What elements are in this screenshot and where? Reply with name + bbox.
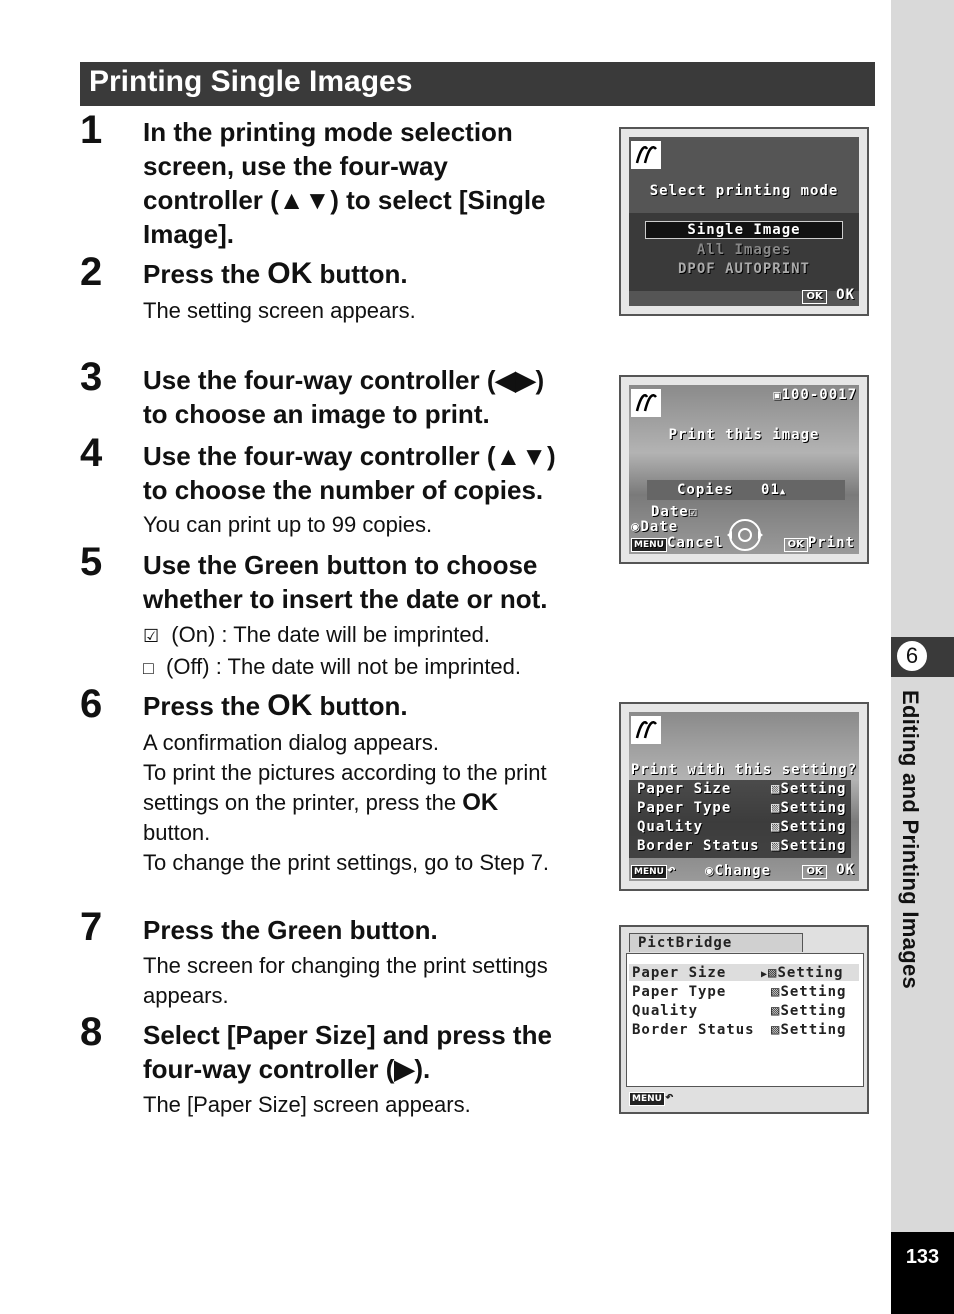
step-2-body: The setting screen appears. bbox=[143, 298, 416, 323]
printer-icon: ▧ bbox=[768, 965, 778, 981]
mode-list bbox=[629, 213, 859, 291]
screen-heading: Select printing mode bbox=[649, 183, 839, 199]
step-6-body: A confirmation dialog appears. To print the pictures according to the print settings on the printer, press the OK button. To change the print settings, go to Step 7. bbox=[143, 730, 550, 875]
step-number: 8 bbox=[80, 1010, 103, 1054]
pictbridge-icon bbox=[631, 716, 661, 744]
step-4-heading: Use the four-way controller (▲▼) to choose the number of copies. bbox=[143, 441, 556, 505]
green-button-hint: ◉Date bbox=[631, 519, 679, 535]
pictbridge-settings-panel bbox=[626, 953, 864, 1087]
setting-value[interactable]: ▧Setting bbox=[771, 1022, 847, 1038]
setting-value: ▧Setting bbox=[771, 800, 847, 816]
section-title: Printing Single Images bbox=[89, 65, 413, 98]
green-button-icon: ◉ bbox=[631, 519, 641, 535]
mode-option[interactable]: DPOF AUTOPRINT bbox=[677, 261, 810, 277]
step-number: 6 bbox=[80, 682, 103, 726]
step-7-heading: Press the Green button. bbox=[143, 915, 438, 945]
mode-option-selected[interactable]: Single Image bbox=[645, 221, 843, 239]
checked-box-icon: ☑ bbox=[143, 626, 160, 646]
step-number: 3 bbox=[80, 355, 103, 399]
back-arrow-icon: ↶ bbox=[664, 1089, 675, 1105]
card-icon: ▣ bbox=[773, 388, 782, 402]
setting-label[interactable]: Border Status bbox=[632, 1022, 755, 1038]
date-on-item: ☑ (On) : The date will be imprinted. bbox=[143, 622, 490, 647]
section-title-bar bbox=[80, 62, 875, 106]
pictbridge-icon bbox=[631, 389, 661, 417]
screen-select-printing-mode bbox=[619, 127, 869, 316]
step-number: 7 bbox=[80, 905, 103, 949]
back-hint bbox=[629, 1089, 674, 1106]
date-checkbox-icon[interactable]: ☑ bbox=[688, 504, 699, 520]
screen-heading: Print with this setting? bbox=[630, 762, 858, 778]
back-hint bbox=[631, 862, 676, 879]
change-hint: ◉Change bbox=[705, 863, 772, 879]
printer-icon: ▧ bbox=[771, 984, 781, 1000]
back-arrow-icon: ↶ bbox=[666, 862, 677, 878]
ok-key-icon: OK bbox=[802, 865, 826, 879]
setting-label: Quality bbox=[637, 819, 704, 835]
setting-label[interactable]: Paper Size bbox=[632, 965, 727, 981]
printer-icon: ▧ bbox=[771, 838, 781, 854]
setting-label[interactable]: Paper Type bbox=[632, 984, 727, 1000]
ok-hint: OK Print bbox=[784, 535, 855, 552]
step-8-heading: Select [Paper Size] and press the four-way controller (▶). bbox=[143, 1020, 552, 1084]
screen-pictbridge-settings bbox=[619, 925, 869, 1114]
empty-box-icon: □ bbox=[143, 658, 154, 678]
ok-key-icon: OK bbox=[802, 290, 826, 304]
setting-label: Border Status bbox=[637, 838, 760, 854]
step-number: 4 bbox=[80, 431, 103, 475]
right-arrow-icon: ▶ bbox=[761, 969, 769, 980]
setting-value: ▧Setting bbox=[771, 781, 847, 797]
date-off-item: □ (Off) : The date will not be imprinted. bbox=[143, 654, 522, 679]
step-8-body: The [Paper Size] screen appears. bbox=[143, 1092, 471, 1117]
setting-value[interactable]: ▧Setting bbox=[771, 984, 847, 1000]
step-5-heading: Use the Green button to choose whether to insert the date or not. bbox=[143, 550, 548, 614]
printer-icon: ▧ bbox=[771, 819, 781, 835]
ok-key-icon: OK bbox=[784, 538, 808, 552]
menu-hint: MENU Cancel bbox=[631, 535, 724, 552]
setting-value[interactable]: ▧Setting bbox=[771, 1003, 847, 1019]
file-number: ▣100-0017 bbox=[773, 387, 857, 403]
menu-key-icon: MENU bbox=[629, 1092, 665, 1106]
step-number: 1 bbox=[80, 108, 103, 152]
step-6-heading: Press the OK button. bbox=[143, 689, 408, 722]
printer-icon: ▧ bbox=[771, 781, 781, 797]
ok-hint: OK OK bbox=[802, 862, 855, 879]
setting-label[interactable]: Quality bbox=[632, 1003, 699, 1019]
menu-key-icon: MENU bbox=[631, 865, 667, 879]
settings-list bbox=[629, 780, 851, 858]
setting-value: ▧Setting bbox=[771, 838, 847, 854]
step-1-heading: In the printing mode selection screen, use the four-way controller (▲▼) to select [Single Image]. bbox=[143, 117, 546, 249]
mode-option[interactable]: All Images bbox=[696, 242, 792, 258]
screen-print-with-setting bbox=[619, 702, 869, 891]
step-2-heading: Press the OK button. bbox=[143, 257, 408, 290]
pictbridge-icon bbox=[631, 141, 661, 169]
step-4-body: You can print up to 99 copies. bbox=[143, 512, 433, 537]
chapter-title: Editing and Printing Images bbox=[898, 690, 923, 990]
step-3-heading: Use the four-way controller (◀▶) to choose an image to print. bbox=[143, 365, 545, 429]
ok-symbol: OK bbox=[462, 789, 499, 816]
chapter-number: 6 bbox=[896, 640, 928, 672]
setting-label: Paper Type bbox=[637, 800, 732, 816]
step-number: 5 bbox=[80, 540, 103, 584]
setting-value[interactable]: ▶▧Setting bbox=[761, 965, 844, 981]
printer-icon: ▧ bbox=[771, 1022, 781, 1038]
green-button-icon: ◉ bbox=[705, 863, 715, 879]
ok-symbol: OK bbox=[267, 257, 313, 290]
printer-icon: ▧ bbox=[771, 1003, 781, 1019]
four-way-controller-icon bbox=[725, 517, 765, 558]
step-7-body: The screen for changing the print settings appears. bbox=[143, 953, 548, 1008]
setting-value: ▧Setting bbox=[771, 819, 847, 835]
ok-hint: OK OK bbox=[802, 287, 855, 304]
page-number: 133 bbox=[891, 1232, 954, 1314]
copies-row: Copies 01▲ Date☑ bbox=[647, 480, 845, 500]
screen-heading: Print this image bbox=[668, 427, 820, 443]
printer-icon: ▧ bbox=[771, 800, 781, 816]
copies-value[interactable]: 01 bbox=[761, 482, 780, 498]
setting-label: Paper Size bbox=[637, 781, 732, 797]
step-number: 2 bbox=[80, 250, 103, 294]
ok-symbol: OK bbox=[267, 689, 313, 722]
pictbridge-tab: PictBridge bbox=[629, 933, 803, 952]
menu-key-icon: MENU bbox=[631, 538, 667, 552]
screen-print-this-image bbox=[619, 375, 869, 564]
